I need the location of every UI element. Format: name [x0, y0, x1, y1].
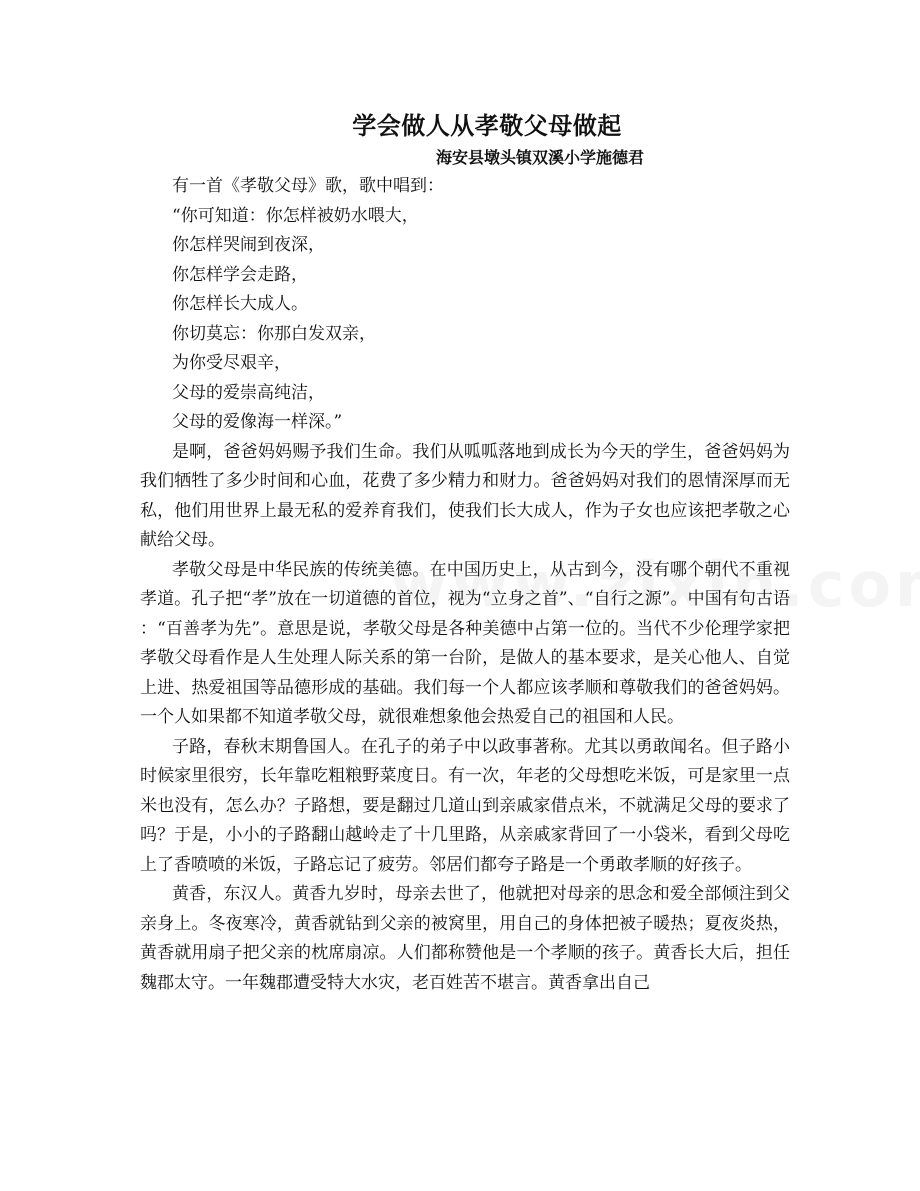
song-line: 你怎样哭闹到夜深，: [172, 235, 325, 255]
body-paragraph: 黄香，东汉人。黄香九岁时，母亲去世了，他就把对母亲的思念和爱全部倾注到父亲身上。冬夜寒冷，黄香就钻到父亲的被窝里，用自己的身体把被子暖热；夏夜炎热，黄香就用扇子把父亲的枕席扇凉。人们都称赞他是一个孝顺的孩子。黄香长大后，担任魏郡太守。一年魏郡遭受特大水灾，老百姓苦不堪言。黄香拿出自己: [140, 884, 790, 993]
document-body: [140, 172, 790, 998]
song-line: “你可知道：你怎样被奶水喂大，: [172, 205, 419, 226]
intro-line: 有一首《孝敬父母》歌，歌中唱到：: [172, 176, 444, 196]
author-line: 海安县墩头镇双溪小学施德君: [436, 148, 645, 167]
document-title: 学会做人从孝敬父母做起: [352, 111, 622, 140]
body-paragraph: 是啊，爸爸妈妈赐予我们生命。我们从呱呱落地到成长为今天的学生，爸爸妈妈为我们牺牲了多少时间和心血，花费了多少精力和财力。爸爸妈妈对我们的恩情深厚而无私，他们用世界上最无私的爱养育我们，使我们长大成人，作为子女也应该把孝敬之心献给父母。: [140, 441, 790, 550]
body-paragraph: 子路，春秋末期鲁国人。在孔子的弟子中以政事著称。尤其以勇敢闻名。但子路小时候家里很穷，长年靠吃粗粮野菜度日。有一次，年老的父母想吃米饭，可是家里一点米也没有，怎么办？子路想，要是翻过几道山到亲戚家借点米，不就满足父母的要求了吗？于是，小小的子路翻山越岭走了十几里路，从亲戚家背回了一小袋米，看到父母吃上了香喷喷的米饭，子路忘记了疲劳。邻居们都夸子路是一个勇敢孝顺的好孩子。: [140, 736, 790, 875]
song-line: 你怎样学会走路，: [172, 264, 308, 285]
body-paragraph: 孝敬父母是中华民族的传统美德。在中国历史上，从古到今，没有哪个朝代不重视孝道。孔子把“孝”放在一切道德的首位，视为“立身之首”、“自行之源”。中国有句古语：“百善孝为先”。意思是说，孝敬父母是各种美德中占第一位的。当代不少伦理学家把孝敬父母看作是人生处理人际关系的第一台阶，是做人的基本要求，是关心他人、自觉上进、热爱祖国等品德形成的基础。我们每一个人都应该孝顺和尊敬我们的爸爸妈妈。一个人如果都不知道孝敬父母，就很难想象他会热爱自己的祖国和人民。: [140, 559, 790, 727]
song-line: 父母的爱崇高纯洁，: [172, 382, 325, 403]
song-line: 你怎样长大成人。: [172, 294, 308, 314]
song-line: 你切莫忘：你那白发双亲，: [172, 323, 376, 344]
song-line: 为你受尽艰辛，: [172, 353, 291, 373]
song-line: 父母的爱像海一样深。”: [172, 412, 343, 432]
